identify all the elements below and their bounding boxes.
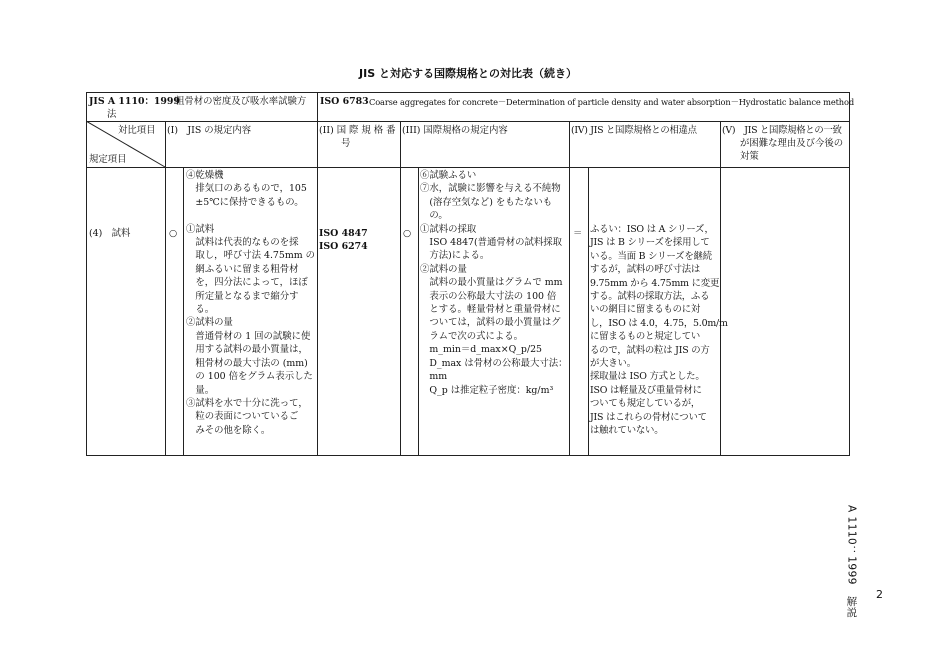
difference-mark: ＝ bbox=[573, 228, 583, 239]
content-line: 取し，呼び寸法 4.75mm の bbox=[186, 250, 315, 262]
content-line: ④乾燥機 bbox=[186, 170, 224, 181]
content-line: ⑥試験ふるい bbox=[420, 170, 477, 181]
content-line: するが，試料の呼び寸法は bbox=[590, 264, 701, 276]
content-line: が大きい。 bbox=[590, 358, 636, 370]
rule-header-split bbox=[317, 92, 318, 121]
corner-bottom-label: 規定項目 bbox=[89, 154, 127, 165]
jis-title-1: 粗骨材の密度及び吸水率試験方 bbox=[175, 96, 307, 107]
jis-mark: ○ bbox=[169, 228, 178, 239]
rule-header-bottom bbox=[86, 121, 850, 122]
content-line: るので，試料の粒は JIS の方 bbox=[590, 344, 710, 356]
col2-header-line1: (II) 国 際 規 格 番 bbox=[319, 125, 396, 136]
content-line: に留まるものと規定してい bbox=[590, 331, 701, 343]
content-line: 排気口のあるもので，105 bbox=[186, 183, 307, 195]
content-line bbox=[186, 209, 315, 222]
content-line: いる。当面 B シリーズを継続 bbox=[590, 250, 712, 262]
content-line: 表示の公称最大寸法の 100 倍 bbox=[420, 290, 557, 302]
content-line: ±5℃に保持できるもの。 bbox=[186, 196, 304, 208]
content-line: し，ISO は 4.0，4.75，5.0m/m bbox=[590, 317, 728, 329]
content-line: を，四分法によって，ほぼ bbox=[186, 277, 308, 289]
table-title: JIS と対応する国際規格との対比表（続き） bbox=[359, 67, 577, 80]
content-line: 試料は代表的なものを採 bbox=[186, 237, 299, 249]
content-line: ②試料の量 bbox=[420, 263, 467, 275]
rule-colhead-bottom bbox=[86, 167, 850, 168]
jis-code: JIS A 1110：1999 bbox=[89, 96, 180, 107]
rule-mark4 bbox=[588, 167, 589, 456]
content-line: ISO 4847(普通骨材の試料採取 bbox=[420, 237, 563, 249]
side-code: A 1110：1999 解説 bbox=[845, 505, 858, 618]
content-line: みその他を除く。 bbox=[186, 424, 271, 436]
content-line: の 100 倍をグラム表示した bbox=[186, 371, 313, 383]
col1-header: (I) JIS の規定内容 bbox=[167, 125, 252, 136]
rule-col3 bbox=[400, 121, 401, 456]
col2-header-line2: 号 bbox=[341, 138, 351, 149]
content-line: ラムで次の式による。 bbox=[420, 330, 524, 342]
col5-header-line2: が困難な理由及び今後の bbox=[740, 138, 844, 149]
iso-title: Coarse aggregates for concrete－Determination of particle density and water absorption－Hydrostatic balance method bbox=[369, 97, 854, 107]
col4-header: (IV) JIS と国際規格との相違点 bbox=[571, 125, 697, 136]
difference-list bbox=[590, 223, 728, 438]
content-line: 粒の表面についているご bbox=[186, 411, 299, 423]
iso-code: ISO 6783 bbox=[320, 96, 369, 107]
content-line: いの網目に留まるものに対 bbox=[590, 304, 701, 316]
content-line: mm bbox=[420, 371, 448, 383]
iso-mark: ○ bbox=[403, 228, 412, 239]
jis-content-list bbox=[186, 169, 315, 437]
content-line: する。試料の採取方法，ふる bbox=[590, 291, 710, 303]
content-line: ふるい：ISO は A シリーズ， bbox=[590, 224, 714, 235]
content-line: は触れていない。 bbox=[590, 425, 664, 437]
content-line: (溶存空気など) をもたないも bbox=[420, 196, 553, 208]
corner-top-label: 対比項目 bbox=[118, 125, 156, 136]
content-line: ②試料の量 bbox=[186, 317, 233, 329]
content-line: 用する試料の最小質量は， bbox=[186, 344, 308, 356]
rule-mark3 bbox=[418, 167, 419, 456]
content-line: 普通骨材の 1 回の試験に使 bbox=[186, 330, 311, 342]
item-label: (4) 試料 bbox=[89, 228, 131, 239]
rule-col4 bbox=[569, 121, 570, 456]
rule-col2 bbox=[317, 121, 318, 456]
col3-header: (III) 国際規格の規定内容 bbox=[402, 125, 508, 136]
content-line: ⑦水，試験に影響を与える不純物 bbox=[420, 183, 561, 195]
content-line: の。 bbox=[420, 210, 448, 222]
page-number: 2 bbox=[876, 588, 883, 601]
content-line: ①試料 bbox=[186, 223, 215, 235]
content-line: 所定量となるまで縮分す bbox=[186, 290, 299, 302]
content-line: ③試料を水で十分に洗って， bbox=[186, 397, 308, 409]
content-line: 方法)による。 bbox=[420, 250, 490, 262]
content-line: D_max は骨材の公称最大寸法： bbox=[420, 357, 568, 369]
content-line: 9.75mm から 4.75mm に変更 bbox=[590, 277, 720, 289]
rule-mark1 bbox=[183, 167, 184, 456]
content-line: ついては，試料の最小質量はグ bbox=[420, 317, 561, 329]
content-line: JIS はこれらの骨材について bbox=[590, 411, 707, 423]
iso-number-1: ISO 4847 bbox=[319, 228, 368, 239]
content-line: 試料の最小質量はグラムで mm bbox=[420, 277, 563, 289]
rule-col1 bbox=[165, 121, 166, 456]
content-line: る。 bbox=[186, 304, 215, 316]
content-line: 網ふるいに留まる粗骨材 bbox=[186, 263, 299, 275]
iso-number-2: ISO 6274 bbox=[319, 241, 368, 252]
content-line: とする。軽量骨材と重量骨材に bbox=[420, 304, 561, 316]
content-line: ISO は軽量及び重量骨材に bbox=[590, 384, 702, 396]
content-line: JIS は B シリーズを採用して bbox=[590, 237, 710, 249]
content-line: 採取量は ISO 方式とした。 bbox=[590, 371, 705, 383]
jis-title-2: 法 bbox=[107, 109, 117, 120]
content-line: Q_p は推定粒子密度：kg/m³ bbox=[420, 384, 554, 396]
content-line: m_min＝d_max×Q_p/25 bbox=[420, 344, 543, 356]
iso-content-list bbox=[420, 169, 567, 397]
content-line: 量。 bbox=[186, 384, 215, 396]
content-line: ついても規定しているが， bbox=[590, 398, 701, 410]
col5-header-line3: 対策 bbox=[740, 151, 759, 162]
col5-header-line1: (V) JIS と国際規格との一致 bbox=[722, 125, 842, 136]
content-line: 粗骨材の最大寸法の (mm) bbox=[186, 357, 308, 369]
content-line: ①試料の採取 bbox=[420, 223, 477, 235]
